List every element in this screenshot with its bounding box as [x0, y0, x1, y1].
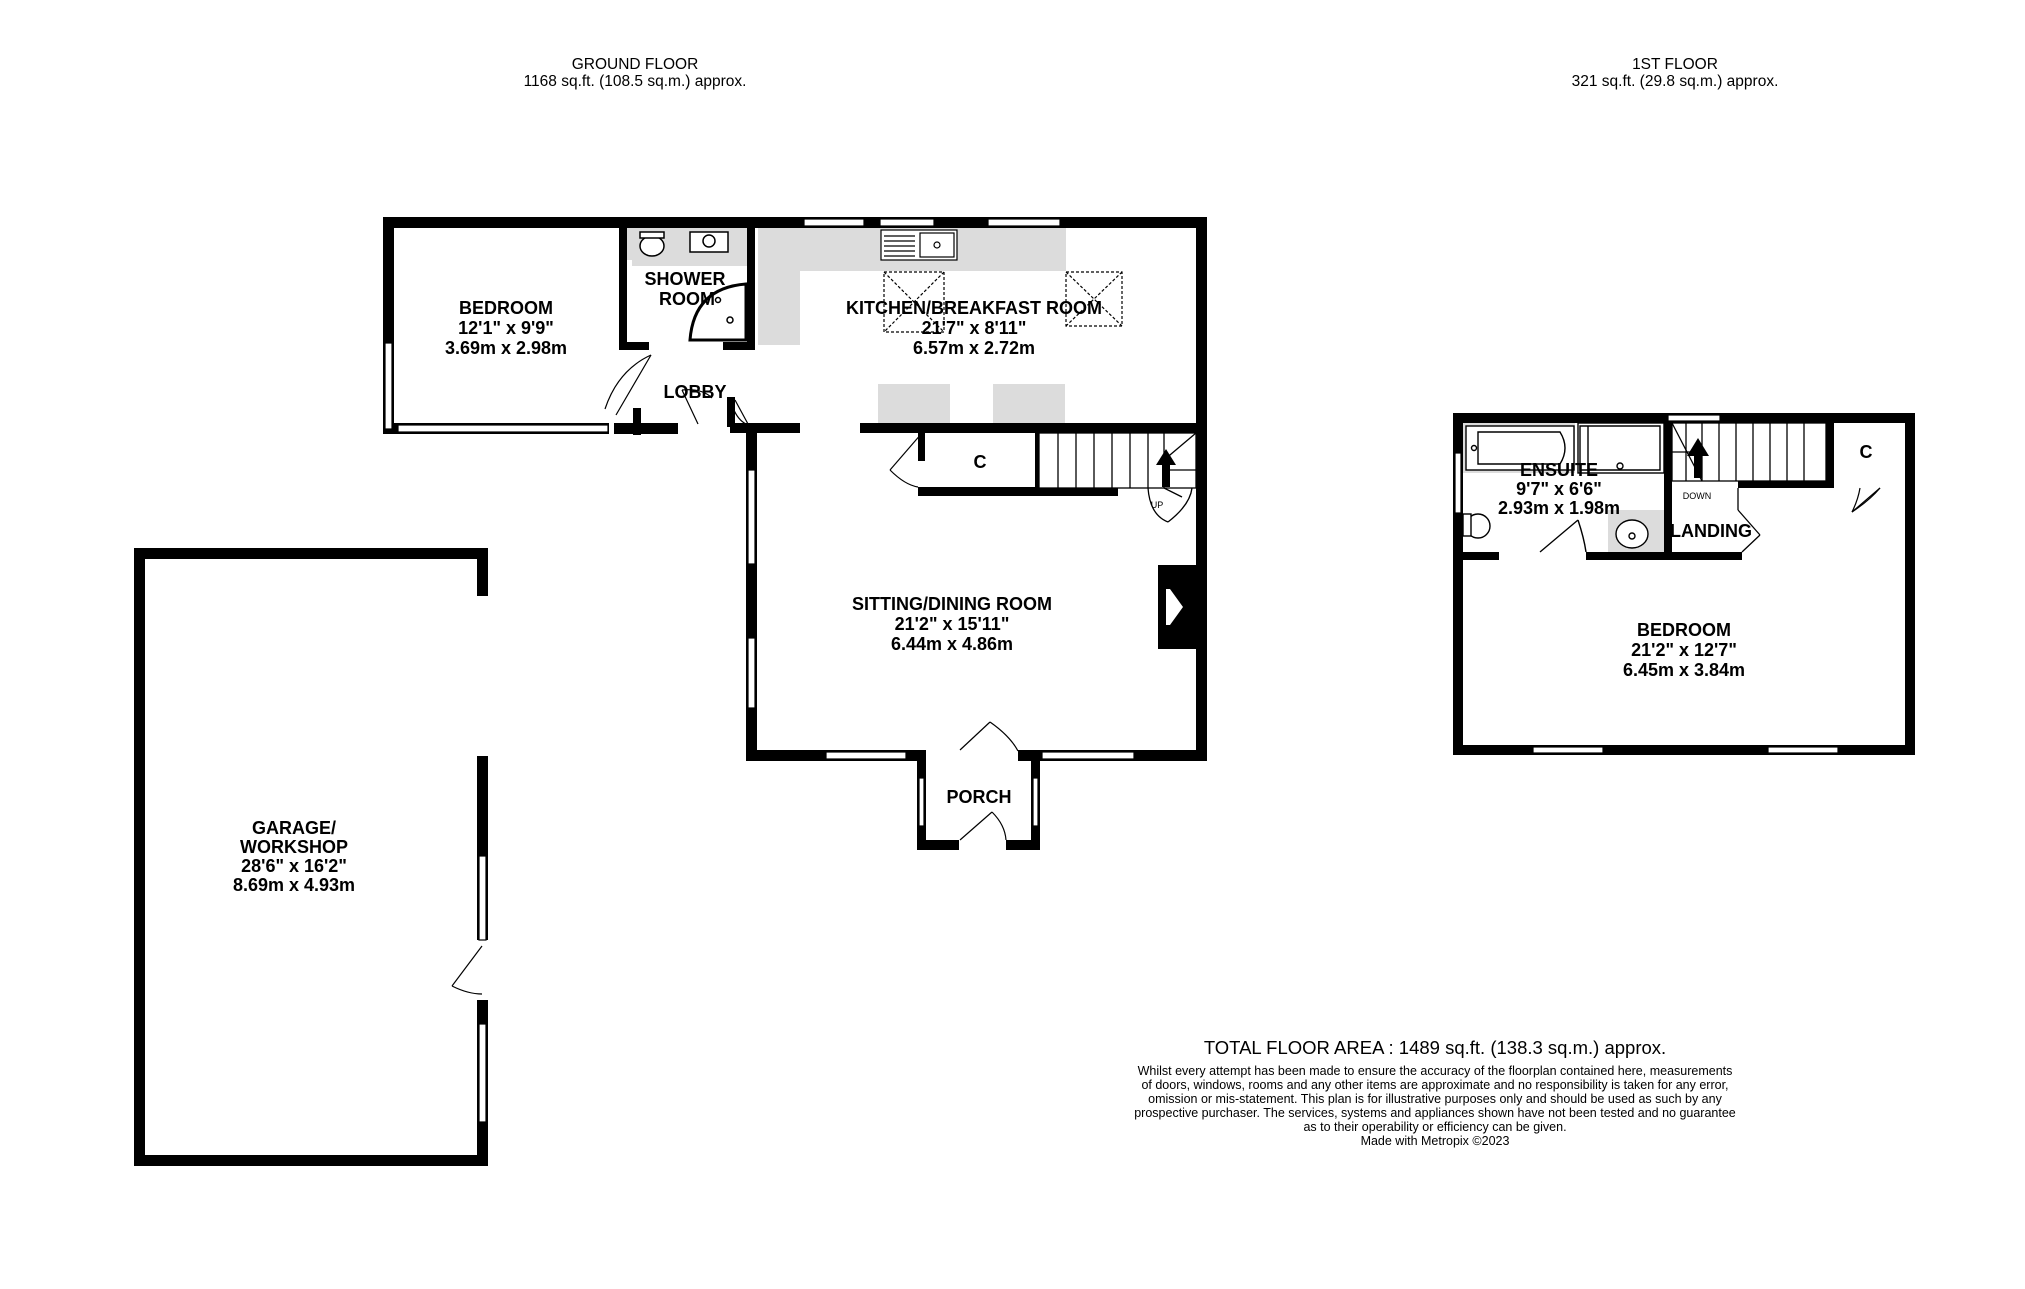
- first-floor-title: 1ST FLOOR: [1632, 56, 1718, 73]
- garage-imperial: 28'6" x 16'2": [241, 856, 347, 876]
- shower-name-line1: SHOWER: [644, 269, 726, 289]
- bedroom-ground-metric: 3.69m x 2.98m: [444, 338, 568, 358]
- room-label-sitting: [852, 594, 1052, 654]
- disclaimer-line: prospective purchaser. The services, systems and appliances shown have not been tested and no guarantee: [1134, 1106, 1736, 1120]
- first-door-swings: [1852, 488, 1880, 512]
- garage-door-swing: [452, 946, 482, 994]
- shower-name-line2: ROOM: [659, 289, 715, 309]
- room-label-shower: [645, 269, 726, 309]
- room-label-kitchen: [846, 298, 1102, 358]
- lobby-name: LOBBY: [663, 382, 727, 402]
- disclaimer: [1050, 1064, 1820, 1148]
- bedroom-ground-imperial: 12'1" x 9'9": [458, 318, 554, 338]
- sitting-name: SITTING/DINING ROOM: [852, 594, 1052, 614]
- kitchen-imperial: 21'7" x 8'11": [921, 318, 1027, 338]
- ground-floor-area: 1168 sq.ft. (108.5 sq.m.) approx.: [523, 73, 747, 90]
- disclaimer-line: as to their operability or efficiency can be given.: [1303, 1120, 1567, 1134]
- landing-name: LANDING: [1670, 521, 1752, 541]
- ensuite-imperial: 9'7" x 6'6": [1516, 479, 1602, 499]
- cupboard-ground-name: C: [973, 452, 987, 472]
- first-floor-area: 321 sq.ft. (29.8 sq.m.) approx.: [1571, 73, 1779, 90]
- garage-metric: 8.69m x 4.93m: [232, 875, 356, 895]
- bedroom-first-name: BEDROOM: [1637, 620, 1731, 640]
- room-label-bedroom-first: [1623, 620, 1745, 680]
- made-with-credit: Made with Metropix ©2023: [1360, 1134, 1510, 1148]
- bedroom-ground-name: BEDROOM: [459, 298, 553, 318]
- porch-name: PORCH: [946, 787, 1012, 807]
- room-label-garage: [233, 818, 355, 895]
- bedroom-first-metric: 6.45m x 3.84m: [1622, 660, 1746, 680]
- disclaimer-line: Whilst every attempt has been made to ensure the accuracy of the floorplan contained here, measurements: [1137, 1064, 1733, 1078]
- disclaimer-line: of doors, windows, rooms and any other items are approximate and no responsibility is taken for any error,: [1141, 1078, 1729, 1092]
- garage-name-line1: GARAGE/: [251, 818, 337, 838]
- sitting-imperial: 21'2" x 15'11": [894, 614, 1010, 634]
- ensuite-metric: 2.93m x 1.98m: [1497, 498, 1621, 518]
- disclaimer-line: omission or mis-statement. This plan is for illustrative purposes only and should be used as such by any: [1148, 1092, 1722, 1106]
- ground-floor-title: GROUND FLOOR: [571, 56, 699, 73]
- cupboard-first-name: C: [1859, 442, 1873, 462]
- garage-windows: [479, 856, 486, 1122]
- kitchen-metric: 6.57m x 2.72m: [912, 338, 1036, 358]
- bedroom-first-imperial: 21'2" x 12'7": [1631, 640, 1737, 660]
- room-label-bedroom-ground: [445, 298, 567, 358]
- sitting-metric: 6.44m x 4.86m: [890, 634, 1014, 654]
- stairs-up-label: UP: [1150, 500, 1164, 510]
- total-floor-area: TOTAL FLOOR AREA : 1489 sq.ft. (138.3 sq.m.) approx.: [1203, 1037, 1667, 1058]
- garage-name-line2: WORKSHOP: [240, 837, 348, 857]
- ground-stairs: [1039, 433, 1196, 522]
- ensuite-name: ENSUITE: [1519, 460, 1599, 480]
- footer: [1050, 1036, 1820, 1148]
- kitchen-name: KITCHEN/BREAKFAST ROOM: [846, 298, 1102, 318]
- stairs-down-label: DOWN: [1682, 491, 1712, 501]
